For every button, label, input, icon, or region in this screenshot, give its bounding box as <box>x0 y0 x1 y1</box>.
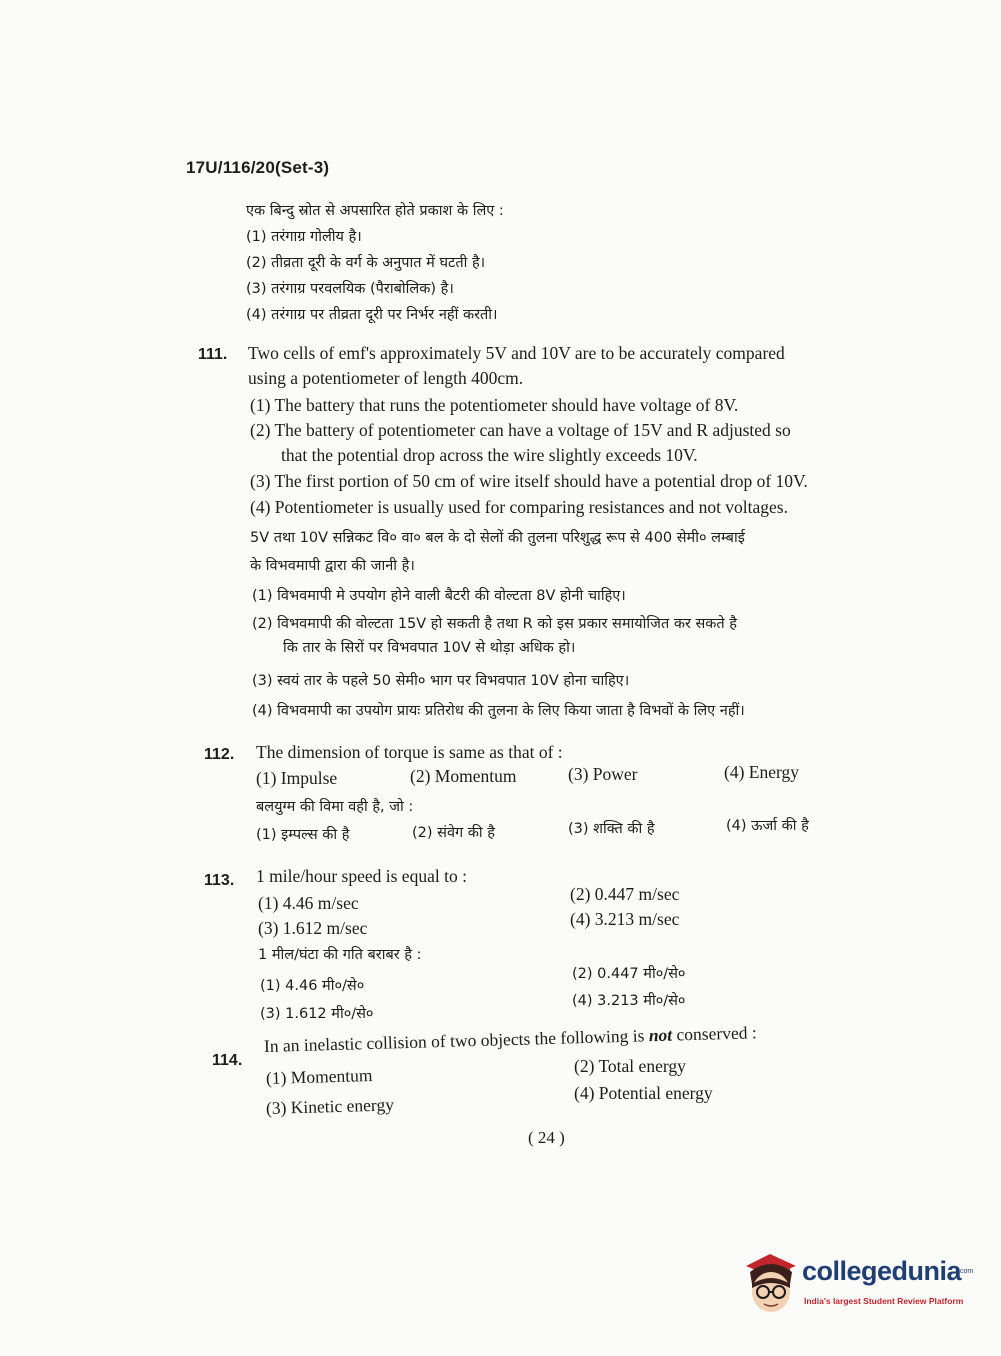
q111-option-2-hindi-line-1: (2) विभवमापी की वोल्टता 15V हो सकती है तथा R को इस प्रकार समायोजित कर सकते है <box>252 616 738 632</box>
q111-option-1-hindi: (1) विभवमापी मे उपयोग होने वाली बैटरी की वोल्टता 8V होनी चाहिए। <box>252 588 626 604</box>
q111-option-2-hindi-line-2: कि तार के सिरों पर विभवपात 10V से थोड़ा अधिक हो। <box>283 640 576 656</box>
q112-option-3-hindi: (3) शक्ति की है <box>568 821 655 837</box>
q113-stem-hindi: 1 मील/घंटा की गति बराबर है : <box>258 947 422 963</box>
q111-number: 111. <box>198 346 228 363</box>
q113-option-1-hindi: (1) 4.46 मी०/से० <box>260 978 365 994</box>
q114-stem <box>264 1022 757 1057</box>
q111-option-2-line-2: that the potential drop across the wire slightly exceeds 10V. <box>281 445 698 465</box>
paper-code: 17U/116/20(Set-3) <box>186 158 330 177</box>
q111-option-3: (3) The first portion of 50 cm of wire itself should have a potential drop of 10V. <box>250 471 808 491</box>
q111-option-4-hindi: (4) विभवमापी का उपयोग प्रायः प्रतिरोध की तुलना के लिए किया जाता है विभवों के लिए नहीं। <box>252 703 745 719</box>
q114-stem-start: In an inelastic collision of two objects the following is <box>263 1025 650 1056</box>
q112-option-2-hindi: (2) संवेग की है <box>412 825 495 841</box>
q114-number: 114. <box>212 1052 243 1069</box>
page-number: ( 24 ) <box>528 1128 565 1147</box>
collegedunia-logo <box>740 1250 974 1320</box>
logo-tagline: India's largest Student Review Platform <box>804 1296 964 1306</box>
q113-option-4-hindi: (4) 3.213 मी०/से० <box>572 993 686 1009</box>
q113-option-1: (1) 4.46 m/sec <box>258 893 359 913</box>
logo-suffix: .com <box>958 1268 974 1275</box>
q110-option-1-hindi: (1) तरंगाग्र गोलीय है। <box>246 229 362 245</box>
q110-option-4-hindi: (4) तरंगाग्र पर तीव्रता दूरी पर निर्भर नहीं करती। <box>246 307 498 323</box>
q111-stem-line-1: Two cells of emf's approximately 5V and 10V are to be accurately compared <box>248 343 785 363</box>
q110-option-3-hindi: (3) तरंगाग्र परवलयिक (पैराबोलिक) है। <box>246 281 454 297</box>
q113-option-3: (3) 1.612 m/sec <box>258 918 368 938</box>
q111-stem-hindi-line-1: 5V तथा 10V सन्निकट वि० वा० बल के दो सेलों की तुलना परिशुद्ध रूप से 400 सेमी० लम्बाई <box>250 530 745 546</box>
q112-stem: The dimension of torque is same as that of : <box>256 742 563 762</box>
q110-stem-hindi: एक बिन्दु स्रोत से अपसारित होते प्रकाश के लिए : <box>246 203 504 219</box>
q112-stem-hindi: बलयुग्म की विमा वही है, जो : <box>256 799 414 815</box>
q114-stem-end: conserved : <box>671 1022 757 1045</box>
q111-stem-hindi-line-2: के विभवमापी द्वारा की जानी है। <box>250 558 415 574</box>
q112-option-3: (3) Power <box>568 764 638 784</box>
q112-option-2: (2) Momentum <box>410 766 517 786</box>
q113-option-4: (4) 3.213 m/sec <box>570 909 680 929</box>
q113-option-2-hindi: (2) 0.447 मी०/से० <box>572 966 686 982</box>
q112-option-1: (1) Impulse <box>256 768 338 788</box>
q114-option-1: (1) Momentum <box>265 1065 373 1088</box>
q111-option-4: (4) Potentiometer is usually used for comparing resistances and not voltages. <box>250 497 788 517</box>
q114-option-2: (2) Total energy <box>574 1056 686 1076</box>
q111-option-3-hindi: (3) स्वयं तार के पहले 50 सेमी० भाग पर विभवपात 10V होना चाहिए। <box>252 673 630 689</box>
q111-option-1: (1) The battery that runs the potentiometer should have voltage of 8V. <box>250 395 739 415</box>
q113-stem: 1 mile/hour speed is equal to : <box>256 866 467 886</box>
q112-option-4: (4) Energy <box>724 762 799 782</box>
q113-number: 113. <box>204 872 235 889</box>
q113-option-3-hindi: (3) 1.612 मी०/से० <box>260 1006 374 1022</box>
q111-option-2-line-1: (2) The battery of potentiometer can have a voltage of 15V and R adjusted so <box>250 420 791 440</box>
q112-number: 112. <box>204 746 235 763</box>
q112-option-1-hindi: (1) इम्पल्स की है <box>256 827 350 843</box>
q112-option-4-hindi: (4) ऊर्जा की है <box>726 818 809 834</box>
q114-option-3: (3) Kinetic energy <box>265 1094 395 1118</box>
q113-option-2: (2) 0.447 m/sec <box>570 884 680 904</box>
q114-option-4: (4) Potential energy <box>574 1083 713 1103</box>
q110-option-2-hindi: (2) तीव्रता दूरी के वर्ग के अनुपात में घटती है। <box>246 255 486 271</box>
mascot-icon <box>740 1250 802 1316</box>
q114-stem-emphasis: not <box>648 1024 673 1046</box>
q111-stem-line-2: using a potentiometer of length 400cm. <box>248 368 524 388</box>
logo-wordmark: collegedunia <box>802 1256 962 1286</box>
